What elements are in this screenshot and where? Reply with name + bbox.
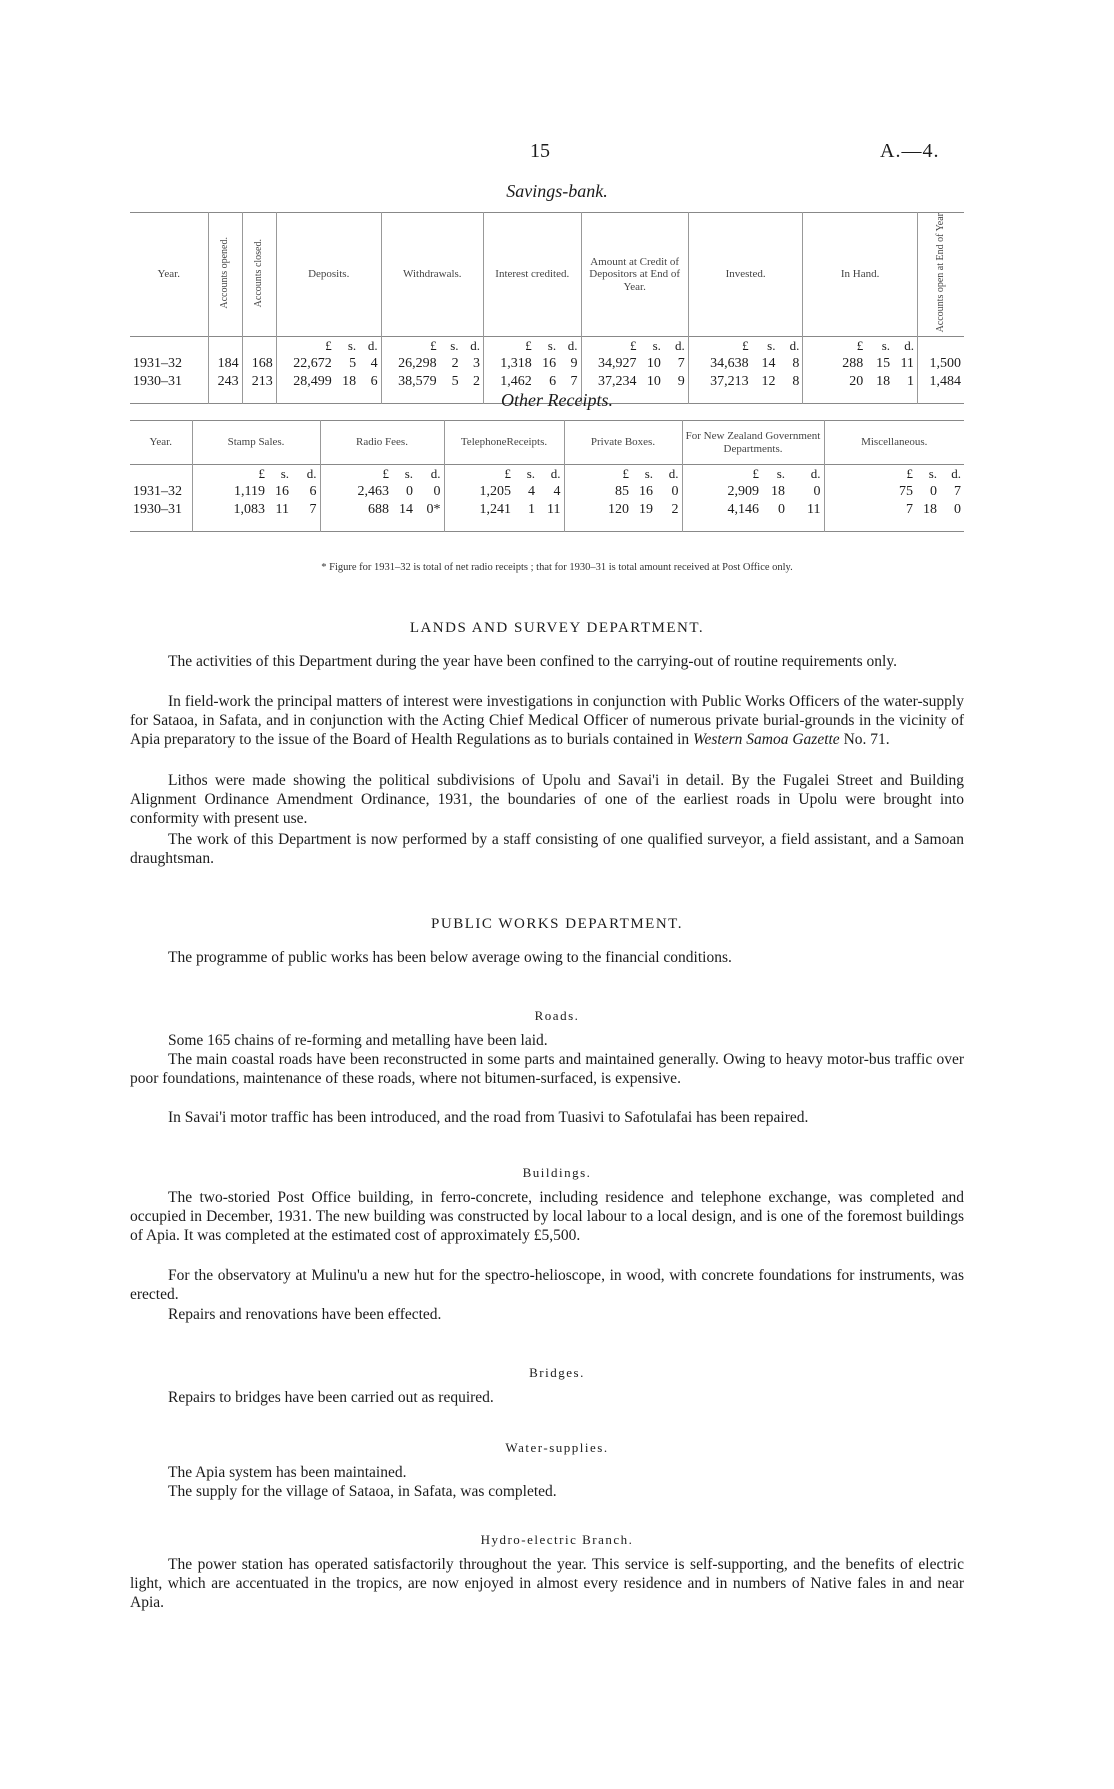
buildings-paragraph: The two-storied Post Office building, in ferro-concrete, including residence and telephone exchange, was completed and occupied in December, 1931. The new building was constructed by local labour to a local design, and is one of the foremost buildings of Apia. It was completed at the estimated cost of approximately £5,500. xyxy=(130,1189,964,1245)
col-accounts-closed: Accounts closed. xyxy=(253,238,265,307)
currency-pound: £ xyxy=(430,338,437,354)
col-invested: Invested. xyxy=(688,213,803,337)
buildings-paragraph: For the observatory at Mulinu'u a new hut for the spectro-helioscope, in wood, with concrete foundations for instruments, was erected. xyxy=(130,1267,964,1304)
currency-pound: £ xyxy=(382,466,389,481)
currency-shilling: s. xyxy=(881,338,891,354)
buildings-heading: Buildings. xyxy=(522,1165,592,1180)
roads-paragraph: In Savai'i motor traffic has been introduced, and the road from Tuasivi to Safotulafai has been repaired. xyxy=(168,1109,809,1126)
currency-pence: d. xyxy=(462,337,484,356)
col-telephone-receipts: TelephoneReceipts. xyxy=(444,421,564,465)
col-accounts-opened: Accounts opened. xyxy=(219,236,231,309)
water-supplies-heading: Water-supplies. xyxy=(505,1440,609,1455)
row-year: 1931–32 xyxy=(130,483,192,501)
other-receipts-table xyxy=(130,420,964,532)
currency-pence: d. xyxy=(893,337,917,356)
currency-shilling: s. xyxy=(767,338,776,354)
currency-shilling: s. xyxy=(928,466,937,481)
page-number: 15 xyxy=(530,140,550,162)
currency-pence: d. xyxy=(416,465,444,484)
table-row: 1930–31 243 213 28,499 18 6 38,579 5 2 1,462 6 7 37,234 10 9 37,213 12 8 20 18 1 1,484 xyxy=(130,373,964,404)
col-withdrawals: Withdrawals. xyxy=(381,213,483,337)
currency-pound: £ xyxy=(504,466,511,481)
col-accounts-open-end: Accounts open at End of Year xyxy=(935,213,947,333)
currency-shilling: s. xyxy=(526,466,535,481)
savings-bank-caption: Savings-bank. xyxy=(506,181,608,201)
currency-pound: £ xyxy=(906,466,913,481)
col-private-boxes: Private Boxes. xyxy=(564,421,682,465)
public-works-heading: PUBLIC WORKS DEPARTMENT. xyxy=(431,916,683,932)
buildings-paragraph: Repairs and renovations have been effected. xyxy=(168,1306,442,1323)
currency-pence: d. xyxy=(359,337,381,356)
col-in-hand: In Hand. xyxy=(803,213,918,337)
col-miscellaneous: Miscellaneous. xyxy=(861,436,928,449)
table-row: 1930–31 1,083 11 7 688 14 0* 1,241 1 11 120 19 2 4,146 0 11 7 18 0 xyxy=(130,501,964,532)
other-receipts-caption: Other Receipts. xyxy=(501,390,613,410)
table-row: 1931–32 1,119 16 6 2,463 0 0 1,205 4 4 85 16 0 2,909 18 0 75 0 7 xyxy=(130,483,964,501)
other-header-row xyxy=(130,421,964,465)
footnote: * Figure for 1931–32 is total of net radio receipts ; that for 1930–31 is total amount received at Post Office only. xyxy=(321,562,793,573)
currency-shilling: s. xyxy=(776,466,785,481)
currency-pound: £ xyxy=(525,338,532,354)
currency-pence: d. xyxy=(664,337,688,356)
lands-paragraph: Lithos were made showing the political subdivisions of Upolu and Savai'i in detail. By the Fugalei Street and Building Alignment Ordinance Amendment Ordinance, 1931, the boundaries of one of the earliest roads in Upolu were brought into conformity with present use. xyxy=(130,772,964,828)
lands-heading: LANDS AND SURVEY DEPARTMENT. xyxy=(409,620,705,636)
savings-header-row xyxy=(130,213,964,337)
currency-pence: d. xyxy=(788,465,824,484)
public-works-intro: The programme of public works has been below average owing to the financial conditions. xyxy=(168,949,732,966)
hydro-electric-heading: Hydro-electric Branch. xyxy=(480,1532,634,1547)
currency-pence: d. xyxy=(656,465,682,484)
savings-bank-table xyxy=(130,212,964,404)
water-paragraph: The Apia system has been maintained. xyxy=(168,1464,407,1481)
currency-shilling: s. xyxy=(404,466,413,481)
currency-pence: d. xyxy=(559,337,581,356)
hydro-paragraph: The power station has operated satisfactorily throughout the year. This service is self-supporting, and the benefits of electric light, which are accentuated in the tropics, are now enjoyed in almost every residence and in numbers of Native fales in and near Apia. xyxy=(130,1556,964,1612)
col-year: Year. xyxy=(130,213,208,337)
col-deposits: Deposits. xyxy=(276,213,381,337)
currency-pence: d. xyxy=(778,337,802,356)
row-year: 1931–32 xyxy=(130,355,208,373)
col-nz-government: For New Zealand Government Departments. xyxy=(682,421,824,465)
currency-shilling: s. xyxy=(280,466,289,481)
currency-pence: d. xyxy=(951,466,961,481)
currency-pound: £ xyxy=(856,338,864,354)
row-year: 1930–31 xyxy=(130,373,208,404)
currency-pound: £ xyxy=(630,338,637,354)
lands-paragraph: The activities of this Department during the year have been confined to the carrying-out of routine requirements only. xyxy=(168,653,897,670)
currency-pound: £ xyxy=(742,338,749,354)
currency-pound: £ xyxy=(258,466,265,481)
col-amount-at-credit: Amount at Credit of Depositors at End of Year. xyxy=(581,213,688,337)
currency-shilling: s. xyxy=(347,338,357,354)
currency-shilling: s. xyxy=(652,338,661,354)
savings-currency-row xyxy=(130,337,964,356)
col-year: Year. xyxy=(130,421,192,465)
row-year: 1930–31 xyxy=(130,501,192,532)
other-currency-row xyxy=(130,465,964,484)
currency-pence: d. xyxy=(292,465,320,484)
currency-shilling: s. xyxy=(644,466,653,481)
col-radio-fees: Radio Fees. xyxy=(320,421,444,465)
water-paragraph: The supply for the village of Sataoa, in Safata, was completed. xyxy=(168,1483,557,1500)
roads-heading: Roads. xyxy=(534,1008,580,1023)
col-interest-credited: Interest credited. xyxy=(484,213,582,337)
currency-pound: £ xyxy=(752,466,759,481)
currency-shilling: s. xyxy=(547,338,557,354)
bridges-heading: Bridges. xyxy=(529,1365,585,1380)
page-reference: A.—4. xyxy=(880,140,940,162)
currency-shilling: s. xyxy=(450,338,459,354)
table-row: 1931–32 184 168 22,672 5 4 26,298 2 3 1,318 16 9 34,927 10 7 34,638 14 8 288 15 11 1,500 xyxy=(130,355,964,373)
roads-paragraph: Some 165 chains of re-forming and metalling have been laid. xyxy=(168,1032,548,1049)
col-stamp-sales: Stamp Sales. xyxy=(192,421,320,465)
lands-paragraph: The work of this Department is now performed by a staff consisting of one qualified surveyor, a field assistant, and a Samoan draughtsman. xyxy=(130,831,964,868)
bridges-paragraph: Repairs to bridges have been carried out as required. xyxy=(168,1389,494,1406)
currency-pence: d. xyxy=(538,465,564,484)
roads-paragraph: The main coastal roads have been reconstructed in some parts and maintained generally. Owing to heavy motor-bus traffic over poor foundations, maintenance of these roads, where not bitumen-surfaced, is expensive. xyxy=(130,1051,964,1088)
currency-pound: £ xyxy=(622,466,629,481)
currency-pound: £ xyxy=(325,338,332,354)
lands-paragraph: In field-work the principal matters of interest were investigations in conjunction with Public Works Officers of the water-supply for Sataoa, in Safata, and in conjunction with the Acting Chief Medical Officer of numerous private burial-grounds in the vicinity of Apia preparatory to the issue of the Board of Health Regulations as to burials contained in Western Samoa Gazette No. 71. xyxy=(130,693,964,749)
